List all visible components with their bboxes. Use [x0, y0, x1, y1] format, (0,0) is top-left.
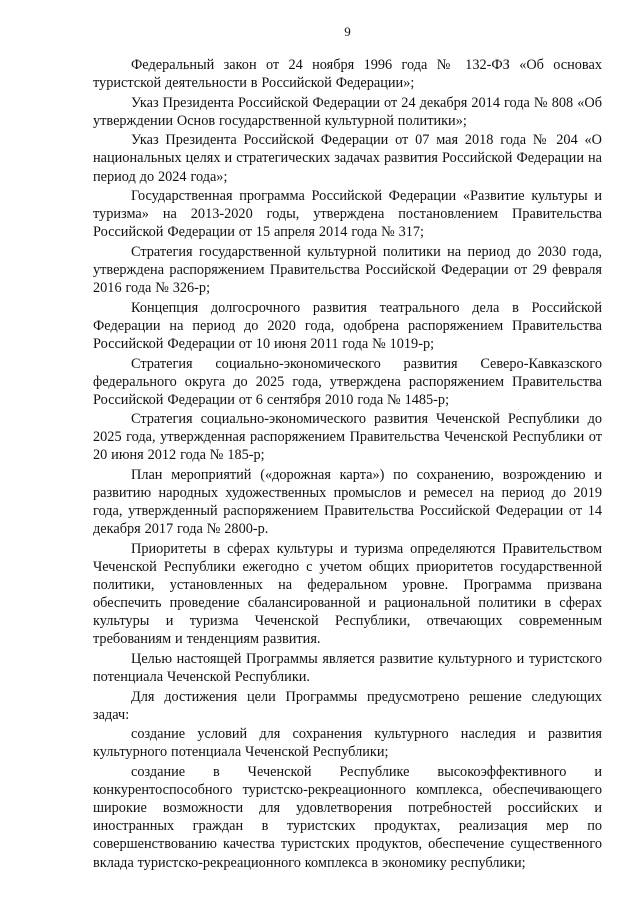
- paragraph-task-heritage: создание условий для сохранения культурного наследия и развития культурного потенциала Чеченской Республики;: [93, 726, 602, 761]
- body-text: [93, 56, 602, 872]
- paragraph-federal-law: Федеральный закон от 24 ноября 1996 года № 132-ФЗ «Об основах туристской деятельности в Российской Федерации»;: [93, 57, 602, 92]
- paragraph-priorities: Приоритеты в сферах культуры и туризма определяются Правительством Чеченской Республики ежегодно с учетом общих приоритетов государственной политики, установленных на федеральном уровне. Программа призвана обеспечить проведение сбалансированной и рациональной политики в сферах культуры и туризма Чеченской Республики, отвечающих современным требованиям и тенденциям развития.: [93, 540, 602, 648]
- paragraph-theatre-concept: Концепция долгосрочного развития театрального дела в Российской Федерации на период до 2020 года, одобрена распоряжением Правительства Российской Федерации от 10 июня 2011 года № 1019-р;: [93, 299, 602, 352]
- paragraph-tasks-intro: Для достижения цели Программы предусмотрено решение следующих задач:: [93, 688, 602, 723]
- paragraph-decree-204: Указ Президента Российской Федерации от 07 мая 2018 года № 204 «О национальных целях и стратегических задачах развития Российской Федерации на период до 2024 года»;: [93, 132, 602, 185]
- paragraph-roadmap: План мероприятий («дорожная карта») по сохранению, возрождению и развитию народных художественных промыслов и ремесел на период до 2019 года, утвержденный распоряжением Правительства Российской Федерации от 14 декабря 2017 года № 2800-р.: [93, 467, 602, 538]
- paragraph-task-tourism-complex: создание в Чеченской Республике высокоэффективного и конкурентоспособного туристско-рекреационного комплекса, обеспечивающего широкие возможности для удовлетворения потребностей российских и иностранных граждан в туристских продуктах, реализация мер по совершенствованию качества туристских продуктов, обеспечение существенного вклада туристско-рекреационного комплекса в экономику республики;: [93, 764, 602, 871]
- paragraph-program-goal: Целью настоящей Программы является развитие культурного и туристского потенциала Чеченской Республики.: [93, 651, 602, 686]
- paragraph-decree-808: Указ Президента Российской Федерации от 24 декабря 2014 года № 808 «Об утверждении Основ государственной культурной политики»;: [93, 94, 602, 129]
- paragraph-state-program: Государственная программа Российской Федерации «Развитие культуры и туризма» на 2013-2020 годы, утверждена постановлением Правительства Российской Федерации от 15 апреля 2014 года № 317;: [93, 188, 602, 241]
- paragraph-chechen-strategy: Стратегия социально-экономического развития Чеченской Республики до 2025 года, утвержденная распоряжением Правительства Чеченской Республики от 20 июня 2012 года № 185-р;: [93, 411, 602, 464]
- page-number: 9: [344, 24, 351, 39]
- paragraph-ncfd-strategy: Стратегия социально-экономического развития Северо-Кавказского федерального округа до 2025 года, утверждена распоряжением Правительства Российской Федерации от 6 сентября 2010 года № 1485-р;: [93, 355, 602, 408]
- paragraph-culture-strategy: Стратегия государственной культурной политики на период до 2030 года, утверждена распоряжением Правительства Российской Федерации от 29 февраля 2016 года № 326-р;: [93, 243, 602, 297]
